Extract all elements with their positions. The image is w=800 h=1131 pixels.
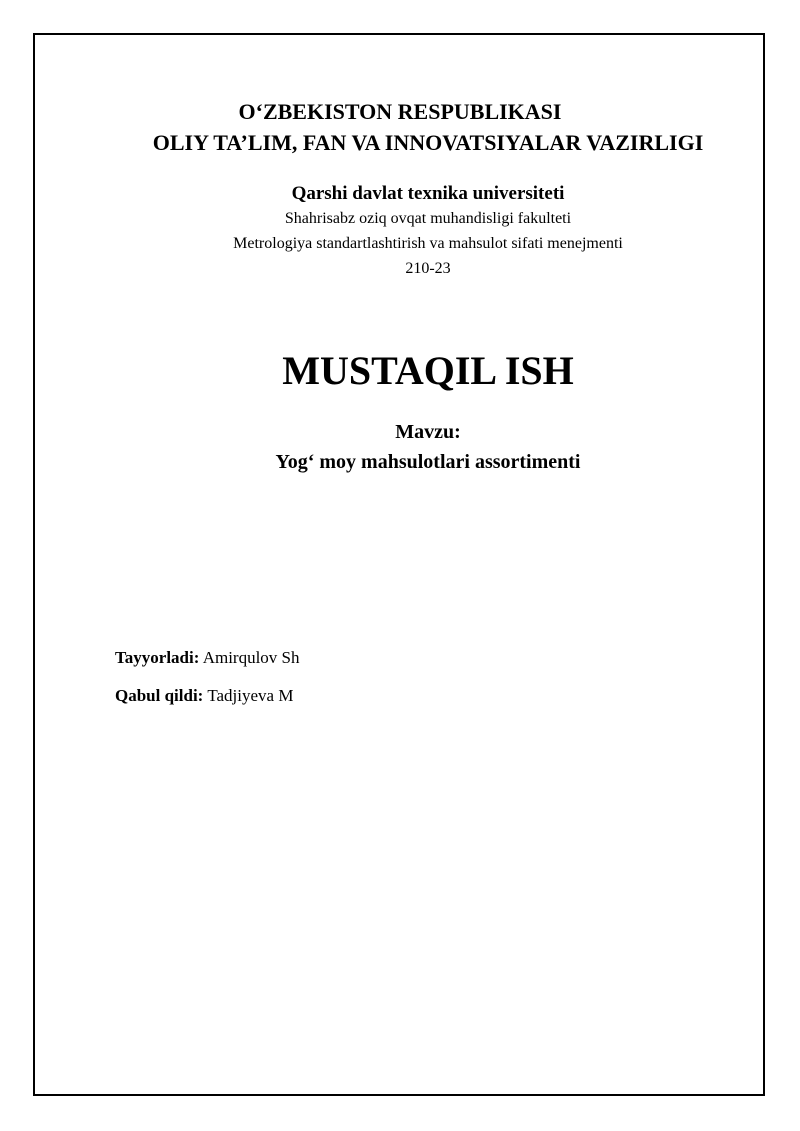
department-name: Metrologiya standartlashtirish va mahsulot sifati menejmenti <box>233 235 623 252</box>
prepared-by-name: Amirqulov Sh <box>202 648 300 667</box>
prepared-by-label: Tayyorladi: <box>115 648 200 667</box>
accepted-by-name: Tadjiyeva M <box>207 686 294 705</box>
republic-heading: O‘ZBEKISTON RESPUBLIKASI <box>238 99 562 124</box>
university-name: Qarshi davlat texnika universiteti <box>291 183 565 204</box>
prepared-by-line <box>115 647 300 669</box>
accepted-by-label: Qabul qildi: <box>115 686 204 705</box>
group-number: 210-23 <box>405 260 451 277</box>
ministry-heading: OLIY TA’LIM, FAN VA INNOVATSIYALAR VAZIRLIGI <box>152 130 704 155</box>
document-title: MUSTAQIL ISH <box>282 348 574 393</box>
faculty-name: Shahrisabz oziq ovqat muhandisligi fakulteti <box>284 210 572 227</box>
topic-label: Mavzu: <box>395 421 461 443</box>
accepted-by-line <box>115 685 293 707</box>
topic-text: Yog‘ moy mahsulotlari assortimenti <box>275 451 581 473</box>
